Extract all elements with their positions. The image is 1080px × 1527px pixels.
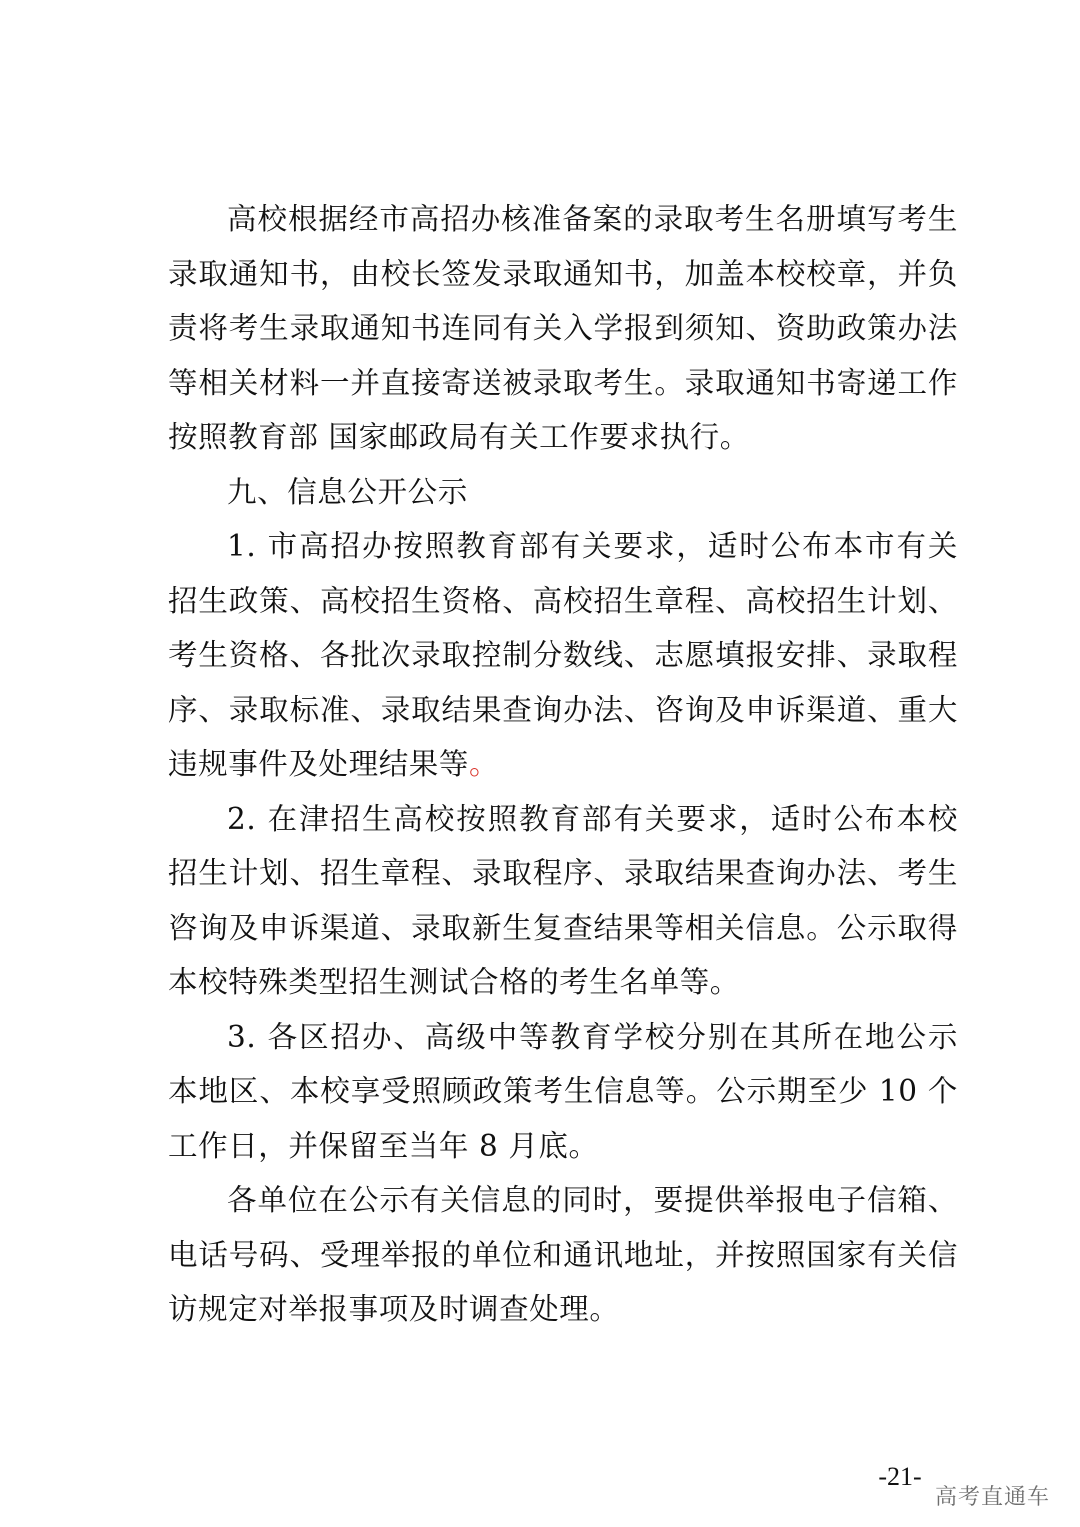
document-body (168, 192, 958, 1337)
paragraph-admission-notice: 高校根据经市高招办核准备案的录取考生名册填写考生录取通知书，由校长签发录取通知书，加盖本校校章，并负责将考生录取通知书连同有关入学报到须知、资助政策办法等相关材料一并直接寄送被录取考生。录取通知书寄递工作按照教育部 国家邮政局有关工作要求执行。 (168, 202, 958, 454)
item-1-text: 1. 市高招办按照教育部有关要求，适时公布本市有关招生政策、高校招生资格、高校招生章程、高校招生计划、考生资格、各批次录取控制分数线、志愿填报安排、录取程序、录取标准、录取结果查询办法、咨询及申诉渠道、重大违规事件及处理结果等 (168, 529, 958, 781)
paragraph-item-3: 3. 各区招办、高级中等教育学校分别在其所在地公示本地区、本校享受照顾政策考生信息等。公示期至少 10 个工作日，并保留至当年 8 月底。 (168, 1019, 958, 1163)
paragraph-item-2: 2. 在津招生高校按照教育部有关要求，适时公布本校招生计划、招生章程、录取程序、录取结果查询办法、考生咨询及申诉渠道、录取新生复查结果等相关信息。公示取得本校特殊类型招生测试合格的考生名单等。 (168, 801, 958, 999)
paragraph-reporting: 各单位在公示有关信息的同时，要提供举报电子信箱、电话号码、受理举报的单位和通讯地址，并按照国家有关信访规定对举报事项及时调查处理。 (168, 1183, 958, 1326)
paragraph-item-1 (168, 519, 958, 792)
item-1-red-period: 。 (469, 747, 500, 781)
section-heading-info-disclosure: 九、信息公开公示 (227, 474, 468, 509)
watermark-text: 高考直通车 (934, 1485, 1050, 1510)
page-number: -21- (878, 1462, 922, 1491)
